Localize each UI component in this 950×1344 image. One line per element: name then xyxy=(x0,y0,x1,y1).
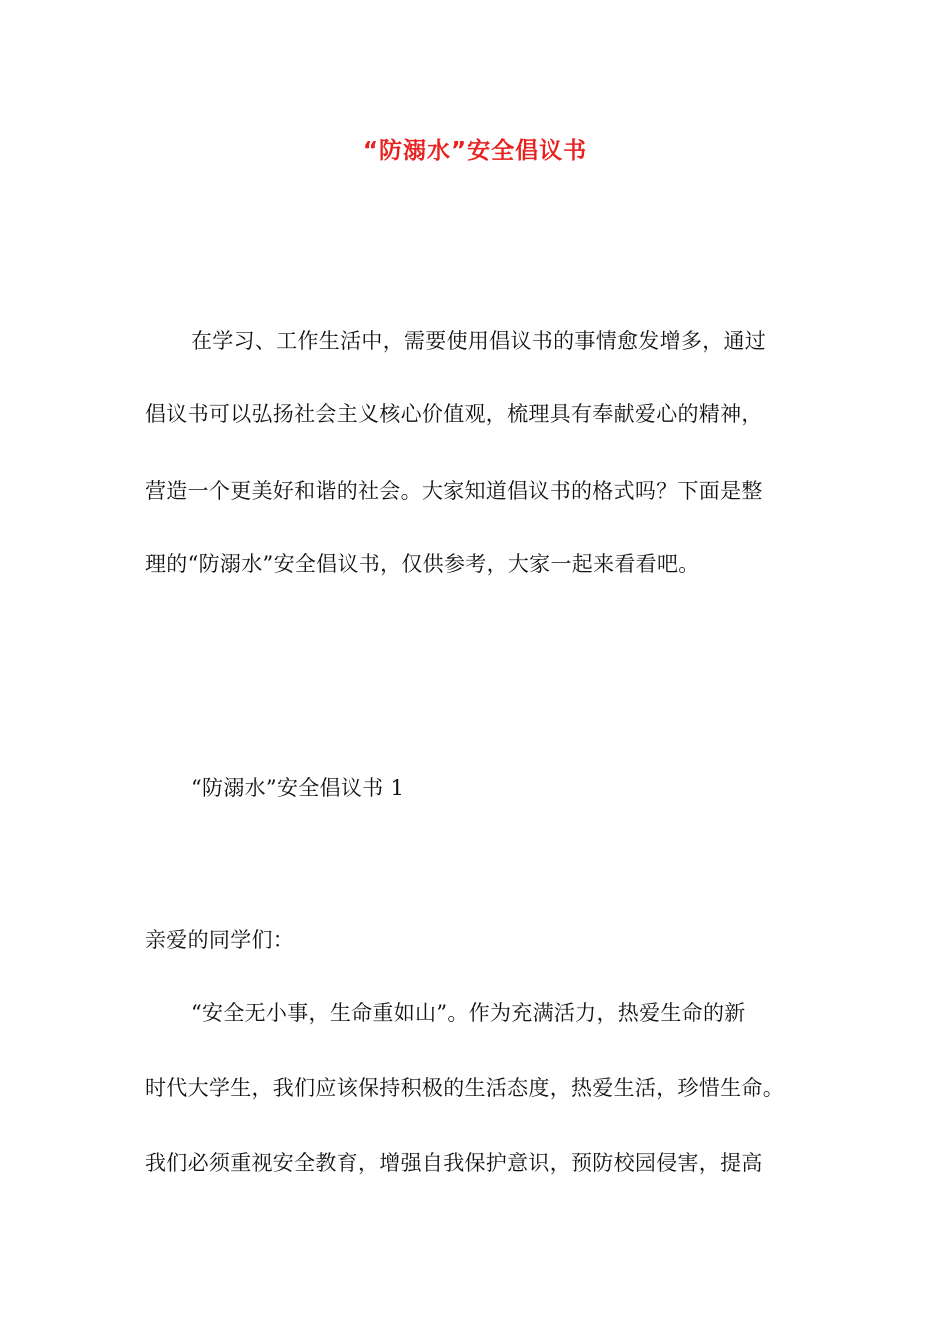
intro-line-4: 理的“防溺水”安全倡议书，仅供参考，大家一起来看看吧。 xyxy=(145,552,700,576)
section-heading: “防溺水”安全倡议书 1 xyxy=(191,776,405,800)
body-line-2: 时代大学生，我们应该保持积极的生活态度，热爱生活，珍惜生命。 xyxy=(145,1076,784,1100)
intro-line-3: 营造一个更美好和谐的社会。大家知道倡议书的格式吗？下面是整 xyxy=(145,479,763,503)
body-line-1: “安全无小事，生命重如山”。作为充满活力，热爱生命的新 xyxy=(191,1001,746,1025)
document-title: “防溺水”安全倡议书 xyxy=(362,138,588,164)
intro-line-1: 在学习、工作生活中，需要使用倡议书的事情愈发增多，通过 xyxy=(191,329,767,353)
salutation: 亲爱的同学们： xyxy=(145,928,295,952)
body-line-3: 我们必须重视安全教育，增强自我保护意识，预防校园侵害，提高 xyxy=(145,1151,763,1175)
intro-line-2: 倡议书可以弘扬社会主义核心价值观，梳理具有奉献爱心的精神， xyxy=(145,402,763,426)
